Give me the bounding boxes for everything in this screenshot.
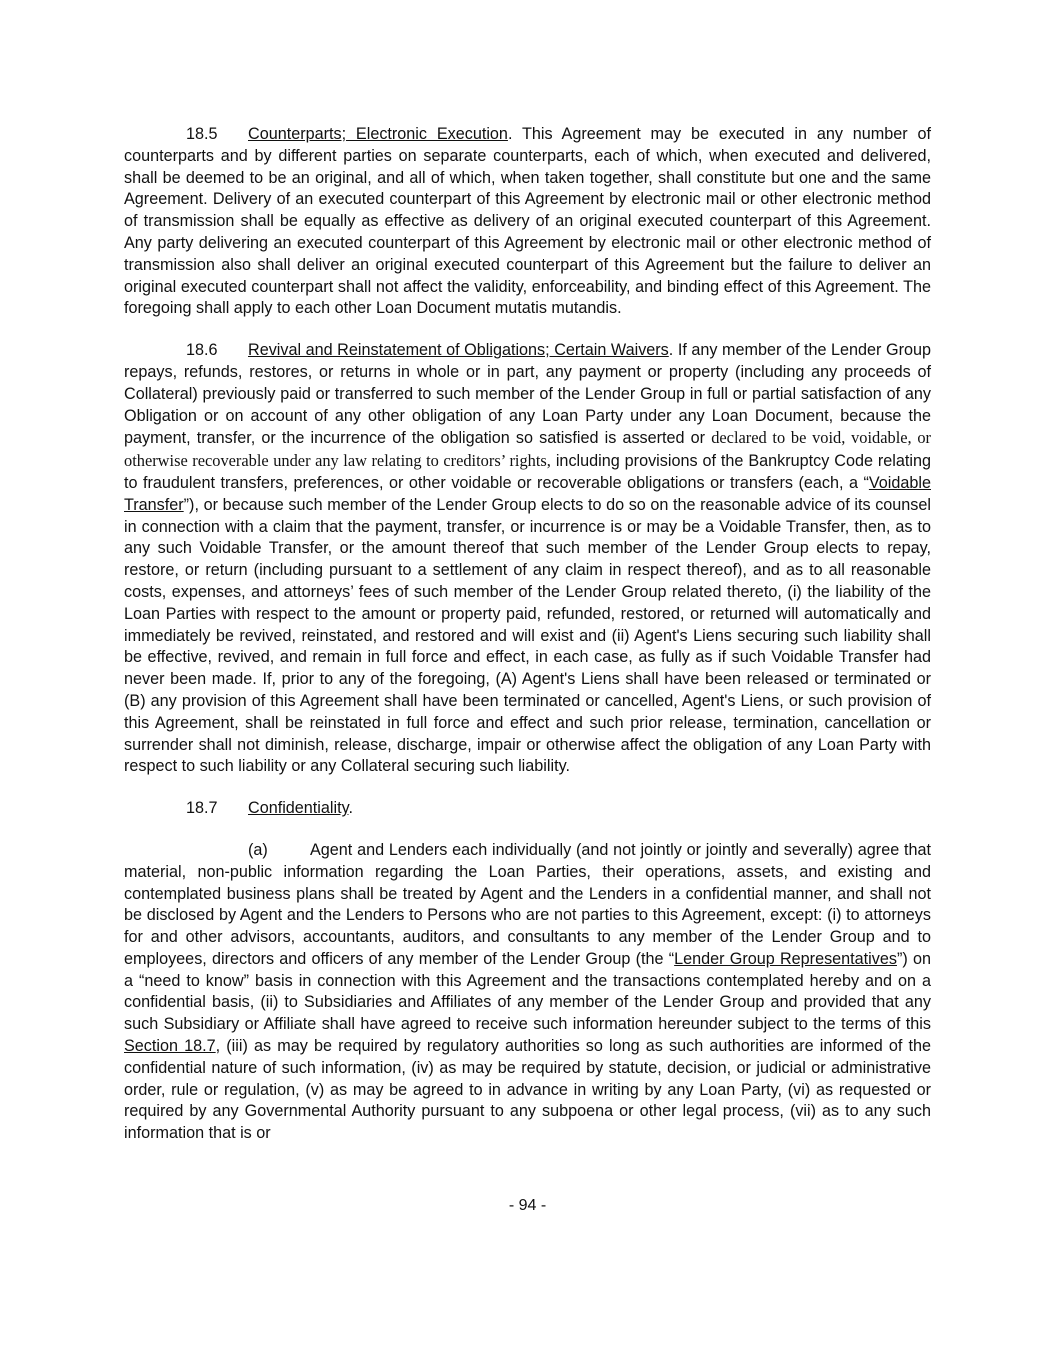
section-text: . This Agreement may be executed in any number of counterparts and by different parties on separate counterparts, each of which, when executed and delivered, shall be deemed to be an original, and all of which, when taken together, shall constitute but one and the same Agreement. Delivery of an executed counterpart of this Agreement by electronic mail or other electronic method of transmission shall be equally as effective as delivery of an original executed counterpart of this Agreement. Any party delivering an executed counterpart of this Agreement by electronic mail or other electronic method of transmission also shall deliver an original executed counterpart of this Agreement but the failure to deliver an original executed counterpart shall not affect the validity, enforceability, and binding effect of this Agreement. The foregoing shall apply to each other Loan Document mutatis mutandis. xyxy=(124,125,932,318)
section-text: ”) on a “need to know” basis in connection with this Agreement and the transactions contemplated hereby and on a confidential basis, (ii) to Subsidiaries and Affiliates of any member of the Lender Group and provided that any such Subsidiary or Affiliate shall have agreed to receive such information hereunder subject to the terms of this xyxy=(124,949,931,1034)
section-18-7-a xyxy=(124,840,931,1145)
section-number: 18.6 xyxy=(186,341,218,360)
section-text: Agent and Lenders each individually (and not jointly or jointly and severally) agree that material, non-public information regarding the Loan Parties, their operations, assets, and existing and contemplated business plans shall be treated by Agent and the Lenders in a confidential manner, and shall not be disclosed by Agent and the Lenders to Persons who are not parties to this Agreement, except: (i) to attorneys for and other advisors, accountants, auditors, and consultants to any member of the Lender Group and to employees, directors and officers of any member of the Lender Group (the “ xyxy=(124,840,931,968)
section-18-5 xyxy=(124,124,931,320)
section-text: . If any member of the Lender Group repays, refunds, restores, or returns in whole or in part, any payment or property (including any proceeds of Collateral) previously paid or transferred to such member of the Lender Group in full or partial satisfaction of any Obligation or on account of any other obligation of any Loan Party under any Loan Document, because the payment, transfer, or the incurrence of the obligation so satisfied is asserted or xyxy=(124,341,931,448)
defined-term: Lender Group Representatives xyxy=(674,949,897,968)
section-text: including provisions of the Bankruptcy Code relating to fraudulent transfers, preferences, or other voidable or recoverable obligations or transfers (each, a “ xyxy=(124,452,931,492)
paragraph-gap xyxy=(124,820,931,840)
section-text-serif: declared to be void, voidable, or otherwise recoverable under any law relating to creditors’ rights, xyxy=(124,428,932,471)
section-text: ”), or because such member of the Lender Group elects to do so on the reasonable advice of its counsel in connection with a claim that the payment, transfer, or incurrence is or may be a Voidable Transfer, then, as to any such Voidable Transfer, or the amount thereof that such member of the Lender Group elects to repay, restore, or return (including pursuant to a settlement of any claim in respect thereof), and as to all reasonable costs, expenses, and attorneys’ fees of such member of the Lender Group related thereto, (i) the liability of the Loan Parties with respect to the amount or property paid, refunded, restored, or returned will automatically and immediately be revived, reinstated, and restored and will exist and (ii) Agent's Liens securing such liability shall be effective, revived, and remain in full force and effect, in each case, as fully as if such Voidable Transfer had never been made. If, prior to any of the foregoing, (A) Agent's Liens shall have been released or terminated or (B) any provision of this Agreement shall have been terminated or cancelled, Agent's Liens, or such provision of this Agreement, shall be reinstated in full force and effect and such prior release, termination, cancellation or surrender shall not diminish, release, discharge, impair or otherwise affect the obligation of any Loan Party with respect to such liability or any Collateral securing such liability. xyxy=(124,495,931,776)
section-18-6 xyxy=(124,340,931,778)
document-body xyxy=(124,124,931,1145)
heading-period: . xyxy=(348,799,353,818)
section-reference: Section 18.7 xyxy=(124,1037,216,1056)
section-heading: Revival and Reinstatement of Obligations; Certain Waivers xyxy=(248,341,669,360)
section-text: , (iii) as may be required by regulatory authorities so long as such authorities are informed of the confidential nature of such information, (iv) as may be required by statute, decision, or judicial or administrative order, rule or regulation, (v) as may be agreed to in advance in writing by any Loan Party, (vi) as requested or required by any Governmental Authority pursuant to any subpoena or other legal process, (vii) as to any such information that is or xyxy=(124,1037,931,1143)
page-number: - 94 - xyxy=(508,1197,547,1214)
section-heading: Counterparts; Electronic Execution xyxy=(248,125,508,143)
paragraph-gap xyxy=(124,778,931,798)
section-number: 18.7 xyxy=(186,799,218,818)
section-number: 18.5 xyxy=(186,125,218,143)
section-heading: Confidentiality xyxy=(248,799,349,818)
paragraph-gap xyxy=(124,320,931,340)
defined-term: Voidable Transfer xyxy=(124,473,931,514)
section-18-7 xyxy=(124,798,931,820)
subsection-label: (a) xyxy=(248,840,268,859)
